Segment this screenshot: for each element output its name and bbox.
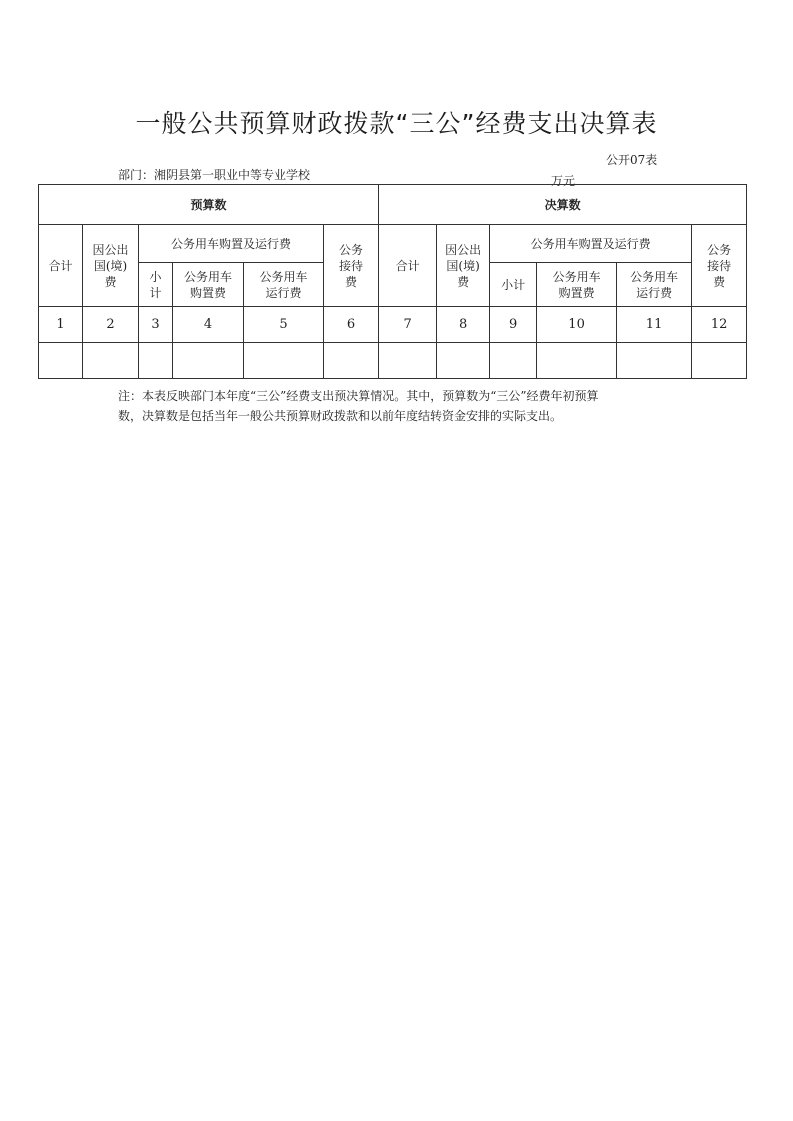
data-cell [537, 343, 617, 379]
budget-vehicle-purchase-header: 公务用车 购置费 [173, 263, 244, 307]
data-cell [39, 343, 83, 379]
three-public-expense-table [38, 184, 747, 379]
data-cell [244, 343, 324, 379]
data-cell [617, 343, 692, 379]
column-number: 9 [490, 307, 537, 343]
budget-abroad-header: 因公出 国(境) 费 [83, 225, 139, 307]
data-cell [83, 343, 139, 379]
column-number: 5 [244, 307, 324, 343]
column-number: 1 [39, 307, 83, 343]
data-cell [324, 343, 379, 379]
data-cell [379, 343, 437, 379]
final-abroad-header: 因公出 国(境) 费 [437, 225, 490, 307]
footnote-line-1: 注：本表反映部门本年度“三公”经费支出预决算情况。其中，预算数为“三公”经费年初预算 [118, 389, 599, 403]
budget-vehicle-group-header: 公务用车购置及运行费 [139, 225, 324, 263]
budget-section-header: 预算数 [39, 185, 379, 225]
column-number: 11 [617, 307, 692, 343]
final-reception-header: 公务 接待 费 [692, 225, 747, 307]
column-number: 6 [324, 307, 379, 343]
form-code: 公开07表 [606, 153, 658, 167]
column-number: 2 [83, 307, 139, 343]
final-total-header: 合计 [379, 225, 437, 307]
column-number: 3 [139, 307, 173, 343]
unit-label: 万元 [551, 174, 576, 188]
budget-reception-header: 公务 接待 费 [324, 225, 379, 307]
column-number: 10 [537, 307, 617, 343]
final-vehicle-purchase-header: 公务用车 购置费 [537, 263, 617, 307]
column-number: 8 [437, 307, 490, 343]
data-cell [437, 343, 490, 379]
footnote [118, 386, 698, 426]
data-cell [139, 343, 173, 379]
page-title: 一般公共预算财政拨款“三公”经费支出决算表 [135, 109, 658, 138]
column-number: 4 [173, 307, 244, 343]
budget-total-header: 合计 [39, 225, 83, 307]
data-cell [490, 343, 537, 379]
final-vehicle-operation-header: 公务用车 运行费 [617, 263, 692, 307]
data-cell [173, 343, 244, 379]
final-subtotal-header: 小计 [490, 263, 537, 307]
department-label: 部门：湘阴县第一职业中等专业学校 [118, 168, 311, 182]
budget-vehicle-operation-header: 公务用车 运行费 [244, 263, 324, 307]
column-number: 7 [379, 307, 437, 343]
column-number: 12 [692, 307, 747, 343]
footnote-line-2: 数，决算数是包括当年一般公共预算财政拨款和以前年度结转资金安排的实际支出。 [118, 409, 563, 423]
data-cell [692, 343, 747, 379]
budget-subtotal-header: 小 计 [139, 263, 173, 307]
final-vehicle-group-header: 公务用车购置及运行费 [490, 225, 692, 263]
final-section-header: 决算数 [379, 185, 747, 225]
